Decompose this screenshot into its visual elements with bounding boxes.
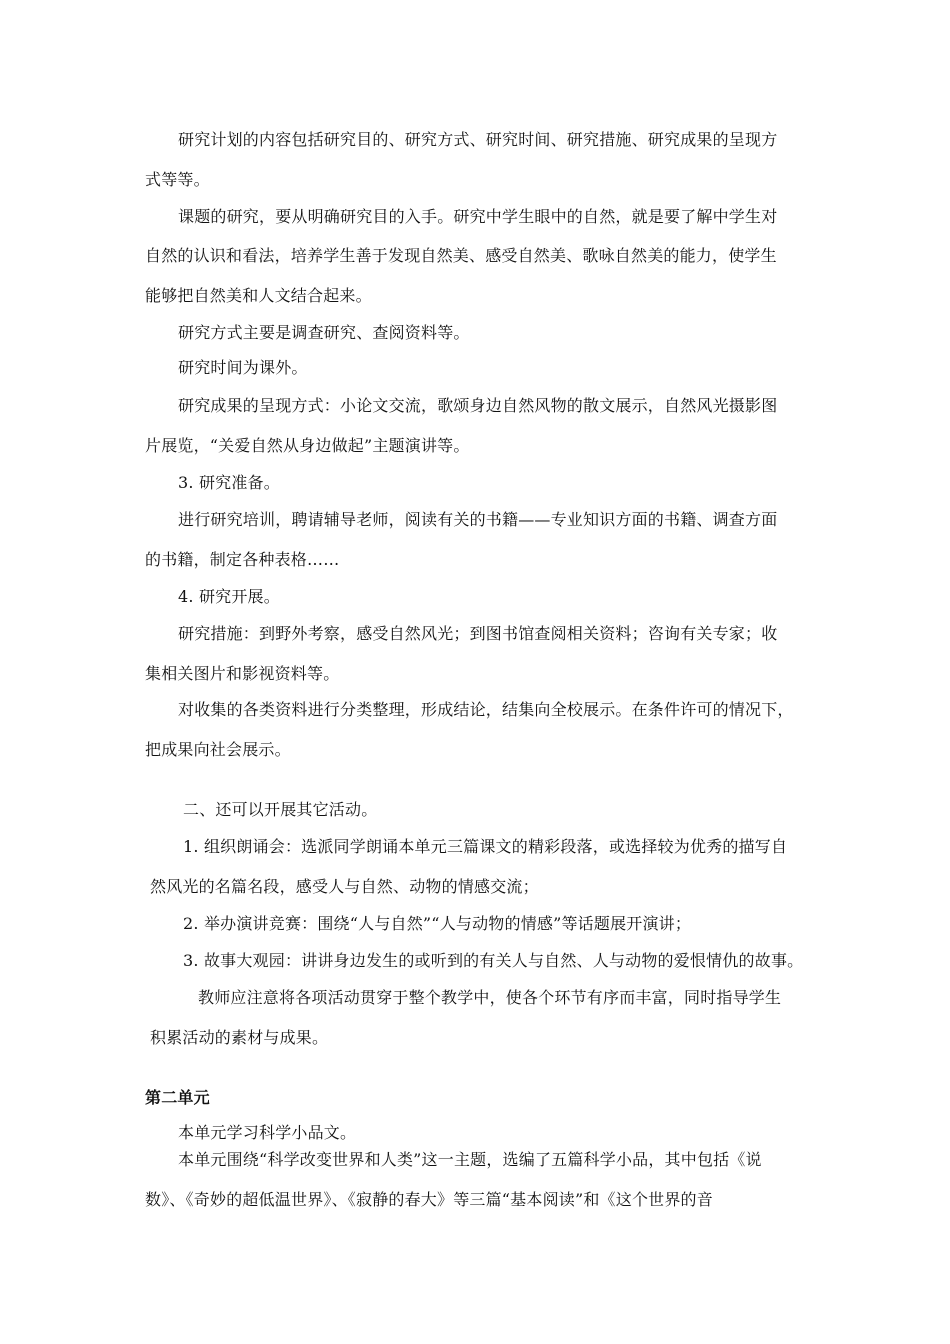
section-subheading: 3. 研究准备。 (178, 473, 280, 492)
list-item-line: 3. 故事大观园：讲讲身边发生的或听到的有关人与自然、人与动物的爱恨情仇的故事。 (183, 951, 804, 970)
paragraph-line: 进行研究培训，聘请辅导老师，阅读有关的书籍——专业知识方面的书籍、调查方面 (178, 510, 778, 529)
paragraph-line: 研究时间为课外。 (178, 358, 308, 377)
paragraph-line: 研究方式主要是调查研究、查阅资料等。 (178, 323, 470, 342)
paragraph-line: 片展览，“关爱自然从身边做起”主题演讲等。 (145, 436, 470, 455)
paragraph-line: 式等等。 (145, 170, 210, 189)
paragraph-line: 对收集的各类资料进行分类整理，形成结论，结集向全校展示。在条件许可的情况下， (178, 700, 794, 719)
unit-heading: 第二单元 (145, 1088, 210, 1107)
paragraph-line: 研究成果的呈现方式：小论文交流，歌颂身边自然风物的散文展示，自然风光摄影图 (178, 396, 778, 415)
list-item-line: 2. 举办演讲竞赛：围绕“人与自然”“人与动物的情感”等话题展开演讲； (183, 914, 692, 933)
list-item-line: 然风光的名篇名段，感受人与自然、动物的情感交流； (150, 877, 539, 896)
paragraph-line: 积累活动的素材与成果。 (150, 1028, 329, 1047)
paragraph-line: 能够把自然美和人文结合起来。 (145, 286, 372, 305)
paragraph-line: 数》、《奇妙的超低温世界》、《寂静的春大》等三篇“基本阅读”和《这个世界的音 (145, 1190, 713, 1209)
paragraph-line: 研究措施：到野外考察，感受自然风光；到图书馆查阅相关资料；咨询有关专家；收 (178, 624, 778, 643)
list-item-line: 1. 组织朗诵会：选派同学朗诵本单元三篇课文的精彩段落，或选择较为优秀的描写自 (183, 837, 788, 856)
paragraph-line: 研究计划的内容包括研究目的、研究方式、研究时间、研究措施、研究成果的呈现方 (178, 130, 778, 149)
paragraph-line: 自然的认识和看法，培养学生善于发现自然美、感受自然美、歌咏自然美的能力，使学生 (145, 246, 777, 265)
paragraph-line: 本单元围绕“科学改变世界和人类”这一主题，选编了五篇科学小品，其中包括《说 (178, 1150, 762, 1169)
paragraph-line: 本单元学习科学小品文。 (178, 1123, 357, 1142)
paragraph-line: 课题的研究，要从明确研究目的入手。研究中学生眼中的自然，就是要了解中学生对 (178, 207, 778, 226)
paragraph-line: 的书籍，制定各种表格…… (145, 550, 340, 569)
section-heading: 二、还可以开展其它活动。 (183, 800, 378, 819)
section-subheading: 4. 研究开展。 (178, 587, 280, 606)
paragraph-line: 把成果向社会展示。 (145, 740, 291, 759)
paragraph-line: 集相关图片和影视资料等。 (145, 664, 340, 683)
paragraph-line: 教师应注意将各项活动贯穿于整个教学中，使各个环节有序而丰富，同时指导学生 (198, 988, 782, 1007)
